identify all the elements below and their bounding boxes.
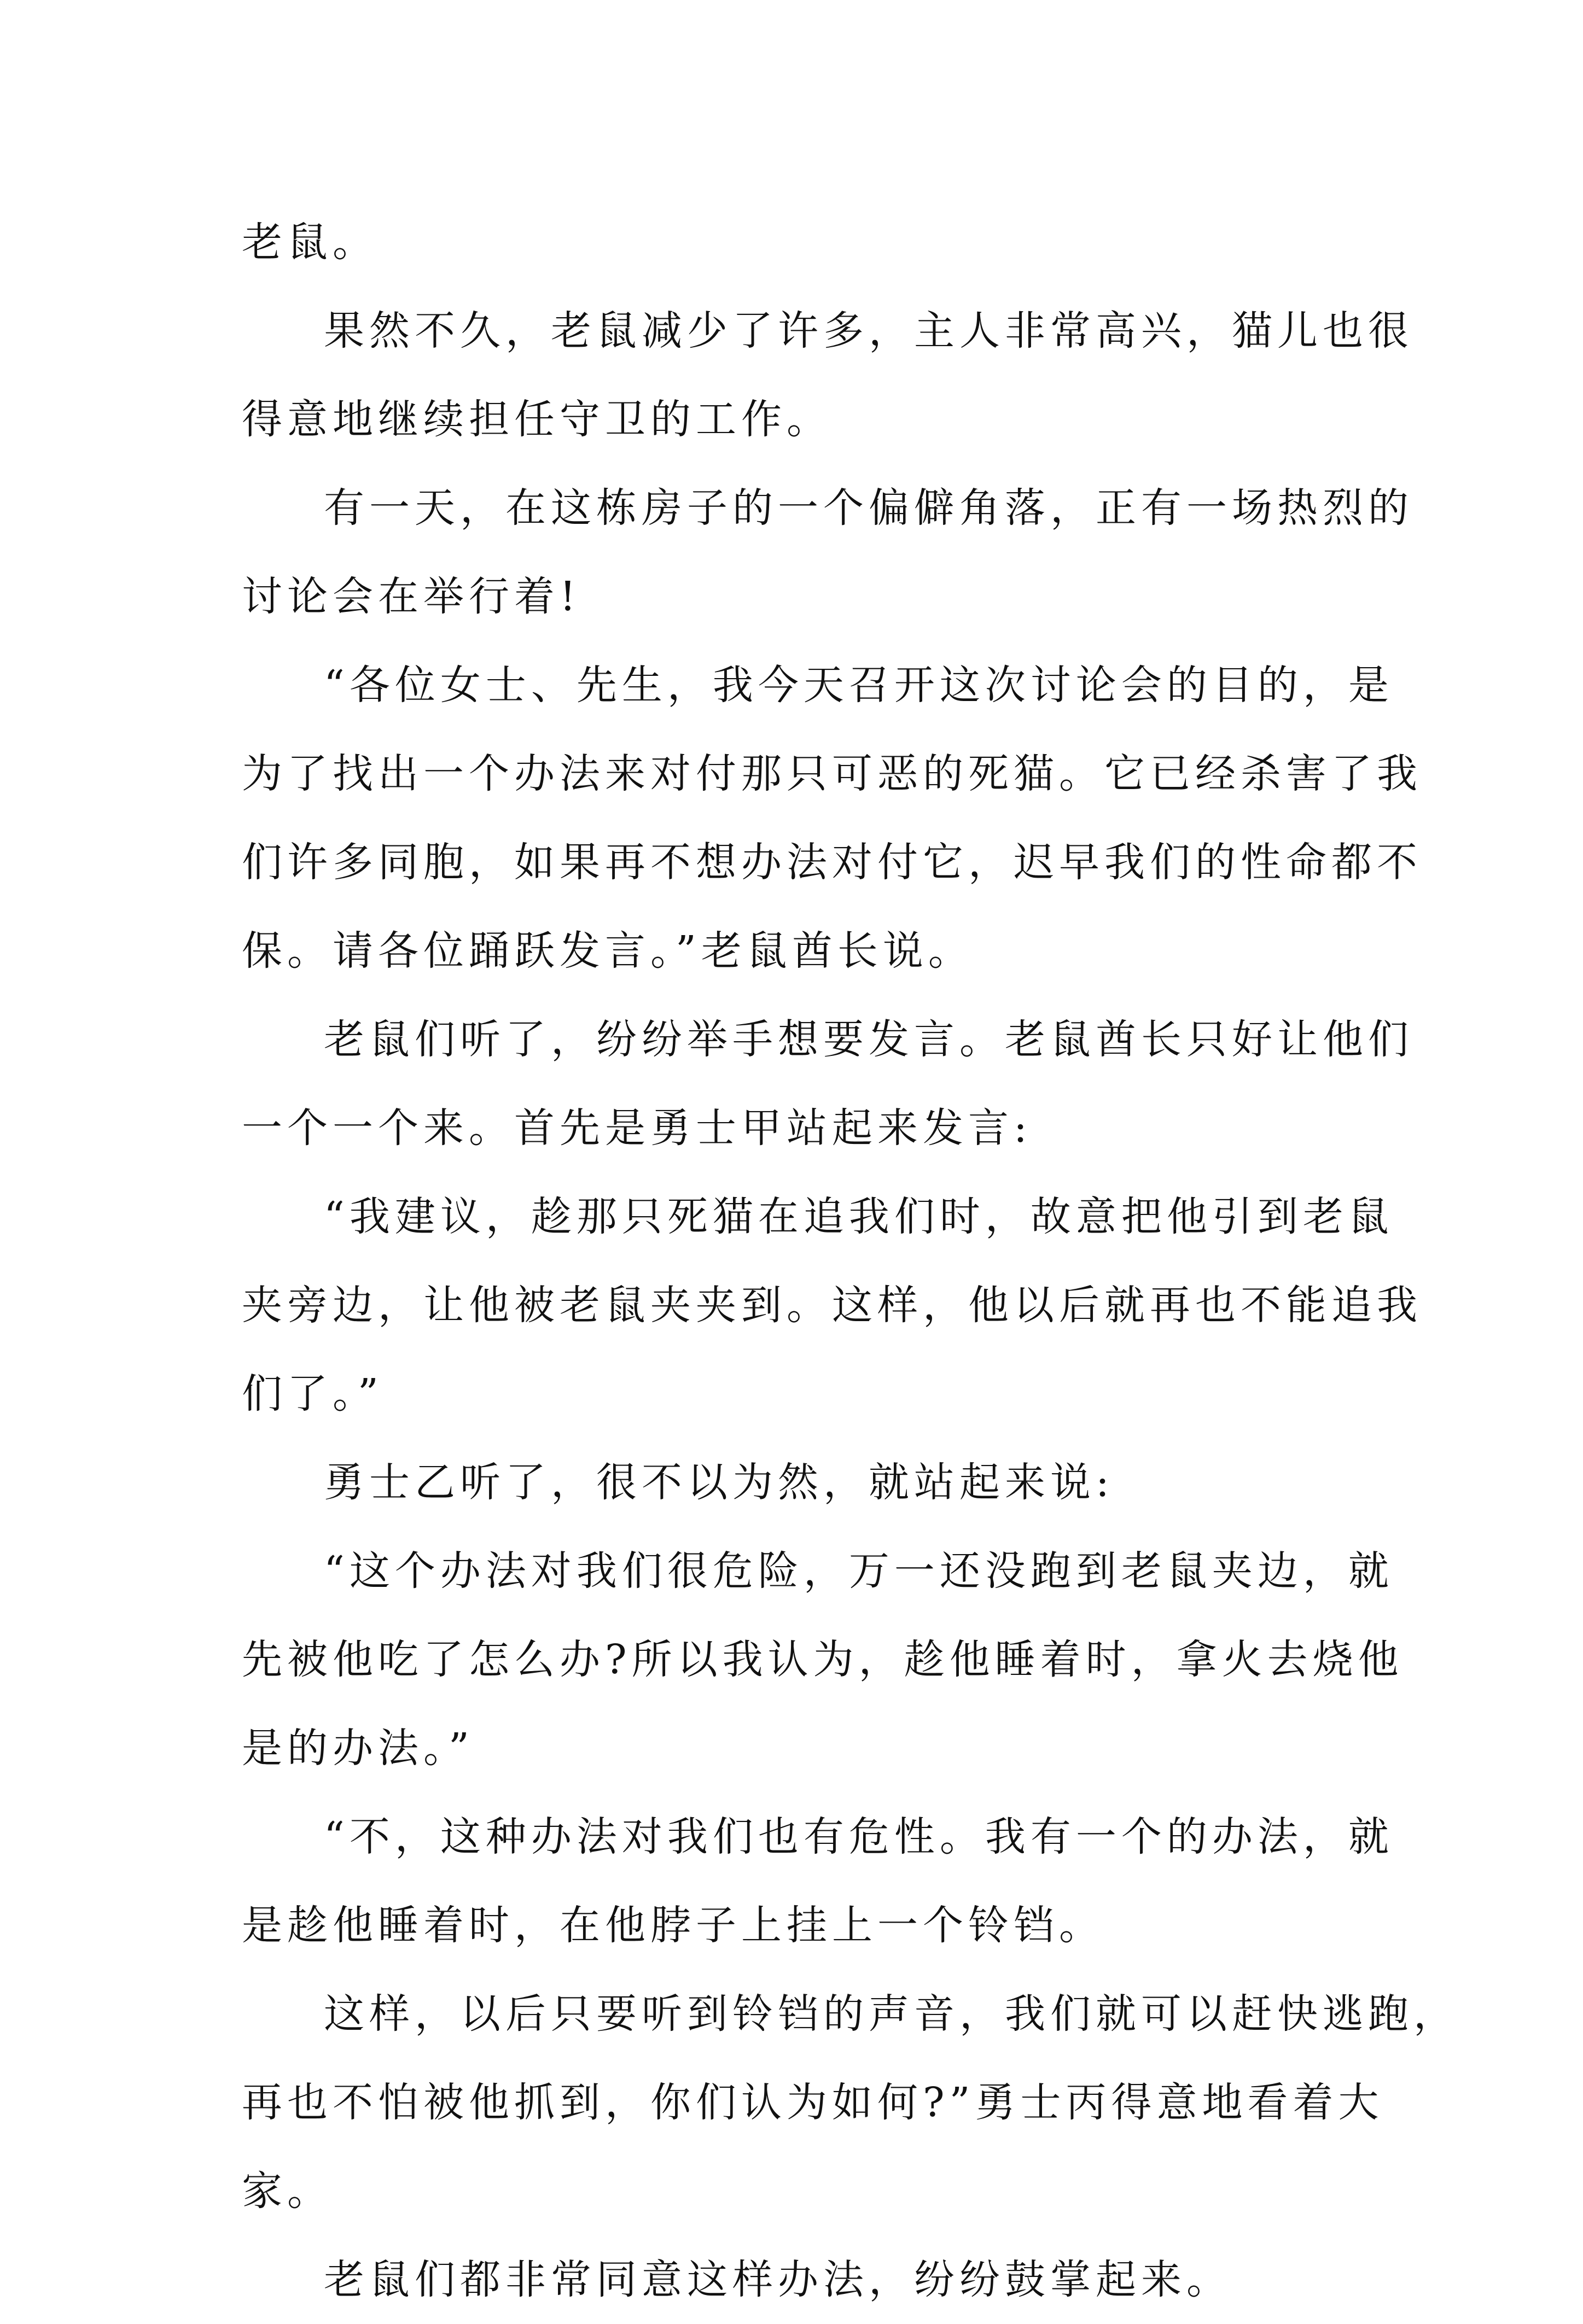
- text-line: 保。请各位踊跃发言。”老鼠酋长说。: [242, 927, 974, 974]
- text-line: 是趁他睡着时，在他脖子上挂上一个铃铛。: [242, 1902, 1104, 1949]
- paragraph: [242, 1172, 1394, 1261]
- text-line: 得意地继续担任守卫的工作。: [242, 396, 832, 443]
- text-line: 老鼠。: [242, 219, 378, 266]
- paragraph-continuation: [242, 1615, 1404, 1792]
- text-line: 们了。”: [242, 1370, 383, 1417]
- text-line: 老鼠们听了，纷纷举手想要发言。老鼠酋长只好让他们: [324, 1016, 1413, 1063]
- paragraph-continuation: [242, 729, 1422, 995]
- paragraph: [242, 287, 1413, 375]
- text-line: 有一天，在这栋房子的一个偏僻角落，正有一场热烈的: [324, 484, 1413, 532]
- paragraph: [242, 464, 1413, 552]
- paragraph: [242, 198, 1352, 287]
- text-line: 先被他吃了怎么办?所以我认为，趁他睡着时，拿火去烧他: [242, 1636, 1404, 1683]
- text-line: 夹旁边，让他被老鼠夹夹到。这样，他以后就再也不能追我: [242, 1282, 1422, 1329]
- paragraph: [242, 2235, 1352, 2324]
- text-line: 讨论会在举行着!: [242, 573, 581, 620]
- text-line: 再也不怕被他抓到，你们认为如何?”勇士丙得意地看着大: [242, 2079, 1384, 2126]
- paragraph: [242, 1792, 1394, 1881]
- text-line: 老鼠们都非常同意这样办法，纷纷鼓掌起来。: [324, 2256, 1232, 2303]
- paragraph-continuation: [242, 1261, 1422, 1438]
- text-line: 一个一个来。首先是勇士甲站起来发言:: [242, 1105, 1032, 1152]
- text-line: 家。: [242, 2168, 333, 2215]
- text-line: 是的办法。”: [242, 1725, 474, 1772]
- paragraph-continuation: [242, 552, 1352, 641]
- paragraph: [242, 1970, 1459, 2058]
- text-line: 勇士乙听了，很不以为然，就站起来说:: [324, 1459, 1114, 1506]
- paragraph-continuation: [242, 1881, 1352, 1970]
- document-body: [242, 198, 1459, 2324]
- text-line: 果然不久，老鼠减少了许多，主人非常高兴，猫儿也很: [324, 307, 1413, 354]
- paragraph: [242, 641, 1394, 729]
- text-line: “不，这种办法对我们也有危性。我有一个的办法，就: [324, 1813, 1394, 1860]
- text-line: 这样，以后只要听到铃铛的声音，我们就可以赶快逃跑，: [324, 1990, 1459, 2037]
- paragraph-continuation: [242, 1084, 1352, 1172]
- text-line: “我建议，趁那只死猫在追我们时，故意把他引到老鼠: [324, 1193, 1394, 1240]
- text-line: “这个办法对我们很危险，万一还没跑到老鼠夹边，就: [324, 1548, 1394, 1595]
- paragraph: [242, 1438, 1352, 1527]
- text-line: “各位女士、先生，我今天召开这次讨论会的目的，是: [324, 662, 1394, 709]
- paragraph-continuation: [242, 2058, 1384, 2235]
- text-line: 们许多同胞，如果再不想办法对付它，迟早我们的性命都不: [242, 839, 1422, 886]
- paragraph-continuation: [242, 375, 1352, 464]
- paragraph: [242, 995, 1413, 1084]
- text-line: 为了找出一个办法来对付那只可恶的死猫。它已经杀害了我: [242, 750, 1422, 797]
- paragraph: [242, 1527, 1394, 1615]
